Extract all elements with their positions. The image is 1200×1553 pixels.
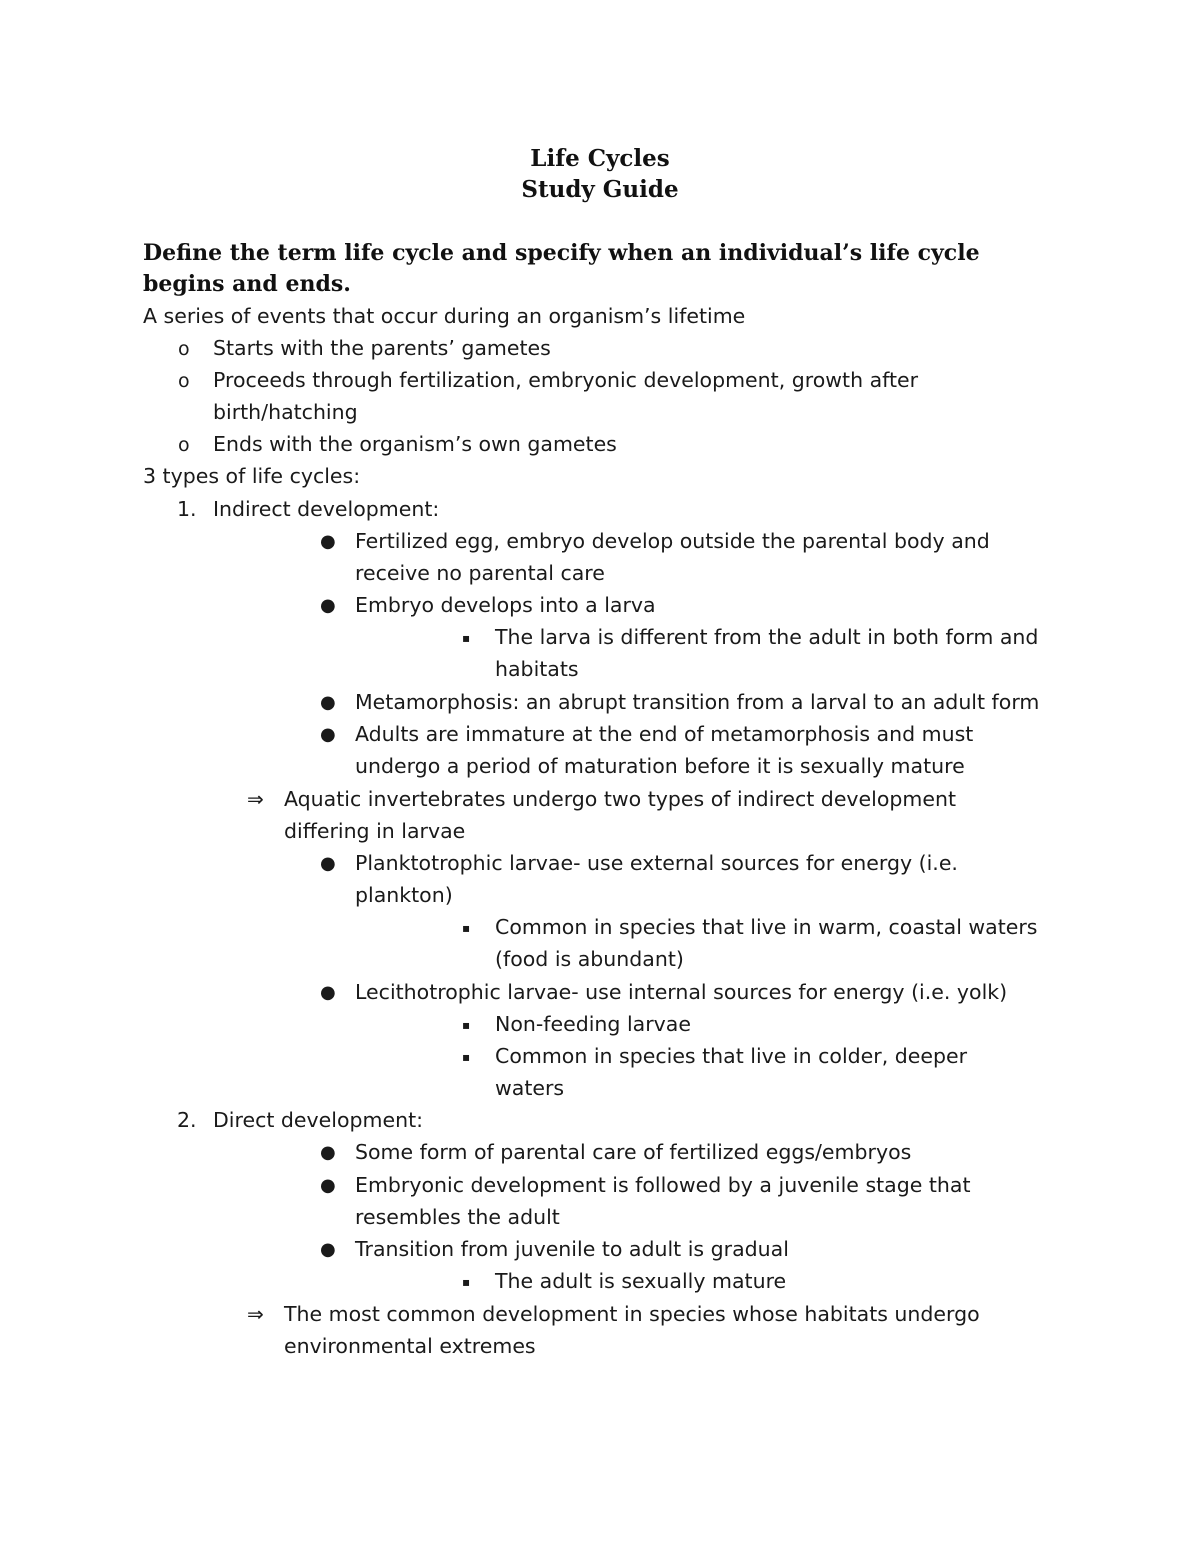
square-bullet-icon: ▪	[462, 631, 471, 645]
arrow-bullet-icon: ⇒	[247, 787, 264, 811]
list-item: Embryo develops into a larva	[355, 593, 656, 617]
list-item: Proceeds through fertilization, embryonic development, growth after	[213, 368, 919, 392]
square-bullet-icon: ▪	[462, 1018, 471, 1032]
circle-bullet-icon: o	[178, 434, 190, 456]
list-item-continuation: plankton)	[355, 883, 453, 907]
list-item-continuation: undergo a period of maturation before it is sexually mature	[355, 754, 965, 778]
bullet-icon: ●	[320, 595, 336, 616]
list-item: Starts with the parents’ gametes	[213, 336, 551, 360]
answer-intro: A series of events that occur during an organism’s lifetime	[143, 304, 746, 328]
bullet-icon: ●	[320, 982, 336, 1003]
list-item: Common in species that live in warm, coastal waters	[495, 915, 1038, 939]
circle-bullet-icon: o	[178, 338, 190, 360]
list-item: Lecithotrophic larvae- use internal sources for energy (i.e. yolk)	[355, 980, 1008, 1004]
direct-heading: Direct development:	[213, 1108, 424, 1132]
list-item-continuation: (food is abundant)	[495, 947, 684, 971]
list-item: Transition from juvenile to adult is gradual	[355, 1237, 789, 1261]
list-number: 2.	[177, 1108, 197, 1132]
square-bullet-icon: ▪	[462, 921, 471, 935]
list-item: Metamorphosis: an abrupt transition from a larval to an adult form	[355, 690, 1040, 714]
list-item: Some form of parental care of fertilized eggs/embryos	[355, 1140, 912, 1164]
list-item: Aquatic invertebrates undergo two types of indirect development	[284, 787, 957, 811]
question-text-end: and specify when an individual’s life cycle begins and ends.	[143, 240, 980, 297]
list-item: The adult is sexually mature	[495, 1269, 787, 1293]
square-bullet-icon: ▪	[462, 1050, 471, 1064]
list-item-continuation: differing in larvae	[284, 819, 466, 843]
bullet-icon: ●	[320, 724, 336, 745]
question-prompt	[143, 238, 1043, 300]
bullet-icon: ●	[320, 1175, 336, 1196]
arrow-bullet-icon: ⇒	[247, 1302, 264, 1326]
list-item: Embryonic development is followed by a juvenile stage that	[355, 1173, 971, 1197]
question-text-start: Define the term	[143, 240, 345, 266]
list-number: 1.	[177, 497, 197, 521]
list-item-continuation: environmental extremes	[284, 1334, 536, 1358]
section-heading: 3 types of life cycles:	[143, 464, 361, 488]
indirect-heading: Indirect development:	[213, 497, 440, 521]
bullet-icon: ●	[320, 692, 336, 713]
list-item-continuation: birth/hatching	[213, 400, 358, 424]
question-term: life cycle	[344, 240, 454, 266]
list-item-continuation: habitats	[495, 657, 579, 681]
bullet-icon: ●	[320, 853, 336, 874]
list-item: The larva is different from the adult in both form and	[495, 625, 1039, 649]
circle-bullet-icon: o	[178, 370, 190, 392]
list-item-continuation: waters	[495, 1076, 565, 1100]
list-item: Common in species that live in colder, deeper	[495, 1044, 968, 1068]
list-item-continuation: receive no parental care	[355, 561, 605, 585]
list-item: Non-feeding larvae	[495, 1012, 691, 1036]
list-item-continuation: resembles the adult	[355, 1205, 560, 1229]
list-item: Fertilized egg, embryo develop outside the parental body and	[355, 529, 990, 553]
list-item: Planktotrophic larvae- use external sources for energy (i.e.	[355, 851, 958, 875]
list-item: Adults are immature at the end of metamorphosis and must	[355, 722, 974, 746]
list-item: Ends with the organism’s own gametes	[213, 432, 617, 456]
list-item: The most common development in species whose habitats undergo	[284, 1302, 980, 1326]
square-bullet-icon: ▪	[462, 1275, 471, 1289]
document-title: Life Cycles	[530, 145, 670, 172]
bullet-icon: ●	[320, 1239, 336, 1260]
bullet-icon: ●	[320, 531, 336, 552]
bullet-icon: ●	[320, 1142, 336, 1163]
document-subtitle: Study Guide	[521, 176, 679, 203]
